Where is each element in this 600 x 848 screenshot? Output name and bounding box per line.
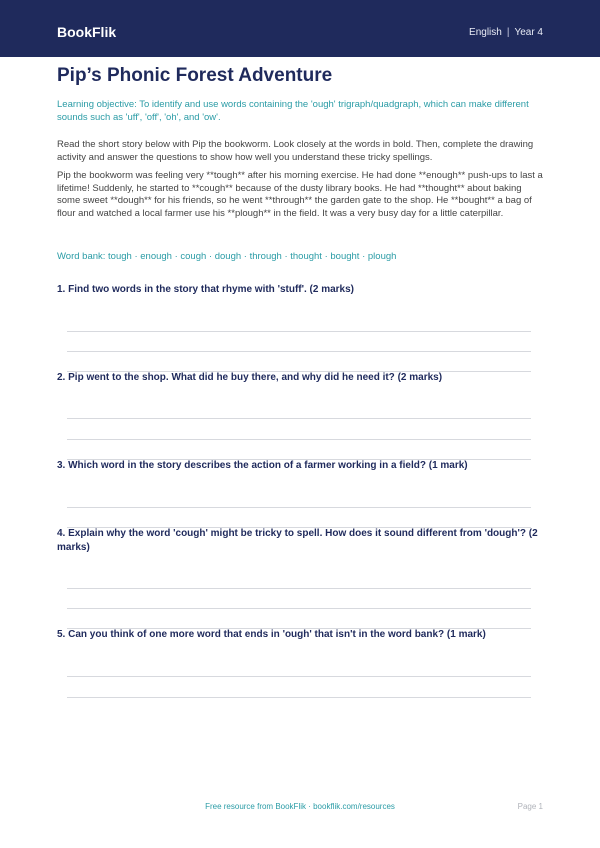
- answer-line[interactable]: [67, 588, 531, 589]
- brand-logo: BookFlik: [57, 24, 117, 40]
- answer-line[interactable]: [67, 676, 531, 677]
- answer-line[interactable]: [67, 439, 531, 440]
- question-5: 5. Can you think of one more word that ends in 'ough' that isn't in the word bank? (1 mark): [57, 629, 486, 640]
- question-4: 4. Explain why the word 'cough' might be tricky to spell. How does it sound different from 'dough'? (2 marks): [57, 528, 538, 553]
- answer-line[interactable]: [67, 418, 531, 419]
- page-title: Pip’s Phonic Forest Adventure: [57, 65, 333, 86]
- answer-line[interactable]: [67, 331, 531, 332]
- question-3: 3. Which word in the story describes the action of a farmer working in a field? (1 mark): [57, 460, 468, 471]
- header-bar: [0, 0, 600, 57]
- intro-paragraph: Read the short story below with Pip the bookworm. Look closely at the words in bold. Then, complete the drawing activity and answer the questions to show how well you understand these tricky spellings.: [57, 139, 534, 163]
- page-number: Page 1: [517, 802, 543, 811]
- word-bank: Word bank: tough · enough · cough · dough · through · thought · bought · plough: [57, 251, 397, 262]
- footer-text: Free resource from BookFlik · bookflik.com/resources: [205, 802, 395, 811]
- answer-line[interactable]: [67, 608, 531, 609]
- year-label: Year 4: [514, 27, 543, 38]
- answer-line[interactable]: [67, 351, 531, 352]
- question-2: 2. Pip went to the shop. What did he buy there, and why did he need it? (2 marks): [57, 372, 443, 383]
- answer-line[interactable]: [67, 507, 531, 508]
- story-paragraph: Pip the bookworm was feeling very **tough** after his morning exercise. He had done **enough** push-ups to last a lifetime! Suddenly, he started to **cough** because of the dusty library books. He had **thought** about baking some sweet **dough** for his friends, so he went **through** the garden gate to the shop. He **bought** a bag of flour and watched a local farmer use his **plough** in the field. It was a very busy day for a little caterpillar.: [57, 170, 543, 219]
- subject-year: [469, 26, 543, 40]
- subject-label: English: [469, 27, 502, 38]
- question-1: 1. Find two words in the story that rhyme with 'stuff'. (2 marks): [57, 284, 355, 295]
- meta-separator: |: [506, 27, 510, 38]
- answer-line[interactable]: [67, 697, 531, 698]
- learning-objective: Learning objective: To identify and use words containing the 'ough' trigraph/quadgraph, which can make different sounds such as 'uff', 'off', 'oh', and 'ow'.: [57, 99, 529, 123]
